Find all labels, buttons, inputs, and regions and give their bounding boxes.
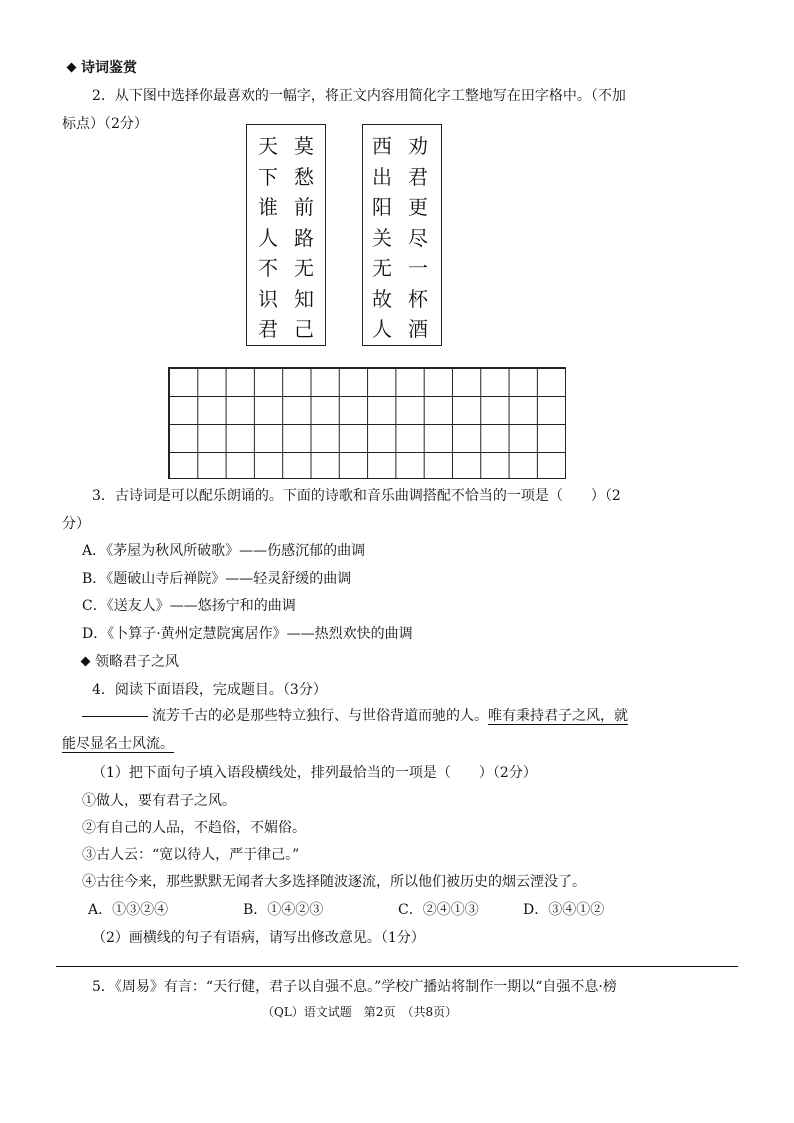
calligraphy-col-left: 西出阳关无故人 bbox=[372, 134, 392, 341]
q4-choice-a: A．①③②④ bbox=[88, 902, 169, 918]
divider-line bbox=[56, 966, 738, 967]
q2-line1: 2．从下图中选择你最喜欢的一幅字，将正文内容用简化字工整地写在田字格中。（不加 bbox=[92, 88, 626, 104]
q4-sentence-3: ③古人云：“宽以待人，严于律己。” bbox=[82, 847, 300, 863]
q4-choice-d: D．③④①② bbox=[523, 902, 605, 918]
q4-passage-line2 bbox=[62, 734, 174, 754]
q3-option-a: A．《茅屋为秋风所破歌》——伤感沉郁的曲调 bbox=[82, 543, 366, 559]
underlined-sentence: 能尽显名士风流。 bbox=[62, 736, 174, 752]
diamond-bullet-icon bbox=[67, 63, 77, 73]
q4-sentence-1: ①做人，要有君子之风。 bbox=[82, 793, 236, 809]
calligraphy-col-right: 劝君更尽一杯酒 bbox=[408, 134, 428, 341]
q4-sentence-2: ②有自己的人品，不趋俗，不媚俗。 bbox=[82, 820, 306, 836]
page-footer: （QL）语文试题 第2页 （共8页） bbox=[262, 1005, 458, 1019]
q2-line2: 标点）（2分） bbox=[62, 116, 148, 132]
passage-text: 流芳千古的必是那些特立独行、与世俗背道而驰的人。 bbox=[152, 708, 488, 724]
q4-sub1: （1）把下面句子填入语段横线处，排列最恰当的一项是（ ）（2分） bbox=[92, 765, 537, 781]
q3-option-d: D．《卜算子·黄州定慧院寓居作》——热烈欢快的曲调 bbox=[82, 626, 413, 642]
q3-option-b: B．《题破山寺后禅院》——轻灵舒缓的曲调 bbox=[82, 571, 352, 587]
q4-choice-c: C．②④①③ bbox=[398, 902, 479, 918]
writing-grid[interactable] bbox=[168, 367, 566, 479]
section-title: 诗词鉴赏 bbox=[81, 60, 137, 76]
q4-sub2: （2）画横线的句子有语病，请写出修改意见。（1分） bbox=[92, 930, 425, 946]
q3-option-c: C．《送友人》——悠扬宁和的曲调 bbox=[82, 598, 296, 614]
section-heading-poetry bbox=[66, 58, 137, 78]
q5-line1: 5．《周易》有言：“天行健，君子以自强不息。”学校广播站将制作一期以“自强不息·榜 bbox=[92, 979, 617, 995]
q3-line1: 3．古诗词是可以配乐朗诵的。下面的诗歌和音乐曲调搭配不恰当的一项是（ ）（2 bbox=[92, 488, 621, 504]
calligraphy-col-left: 天下谁人不识君 bbox=[258, 134, 278, 341]
calligraphy-col-right: 莫愁前路无知己 bbox=[294, 134, 314, 341]
q4-sentence-4: ④古往今来，那些默默无闻者大多选择随波逐流，所以他们被历史的烟云湮没了。 bbox=[82, 874, 586, 890]
section-heading-gentleman bbox=[80, 652, 179, 672]
q4-intro: 4．阅读下面语段，完成题目。（3分） bbox=[92, 682, 327, 698]
section-title: 领略君子之风 bbox=[95, 654, 179, 670]
calligraphy-panel-right bbox=[362, 124, 442, 346]
q4-passage-line1 bbox=[152, 706, 628, 726]
underlined-sentence: 唯有秉持君子之风，就 bbox=[488, 708, 628, 724]
fill-in-blank[interactable] bbox=[82, 716, 148, 717]
diamond-bullet-icon bbox=[81, 657, 91, 667]
calligraphy-panel-left bbox=[246, 124, 326, 346]
q4-choice-b: B．①④②③ bbox=[243, 902, 324, 918]
q3-line2: 分） bbox=[62, 516, 90, 532]
